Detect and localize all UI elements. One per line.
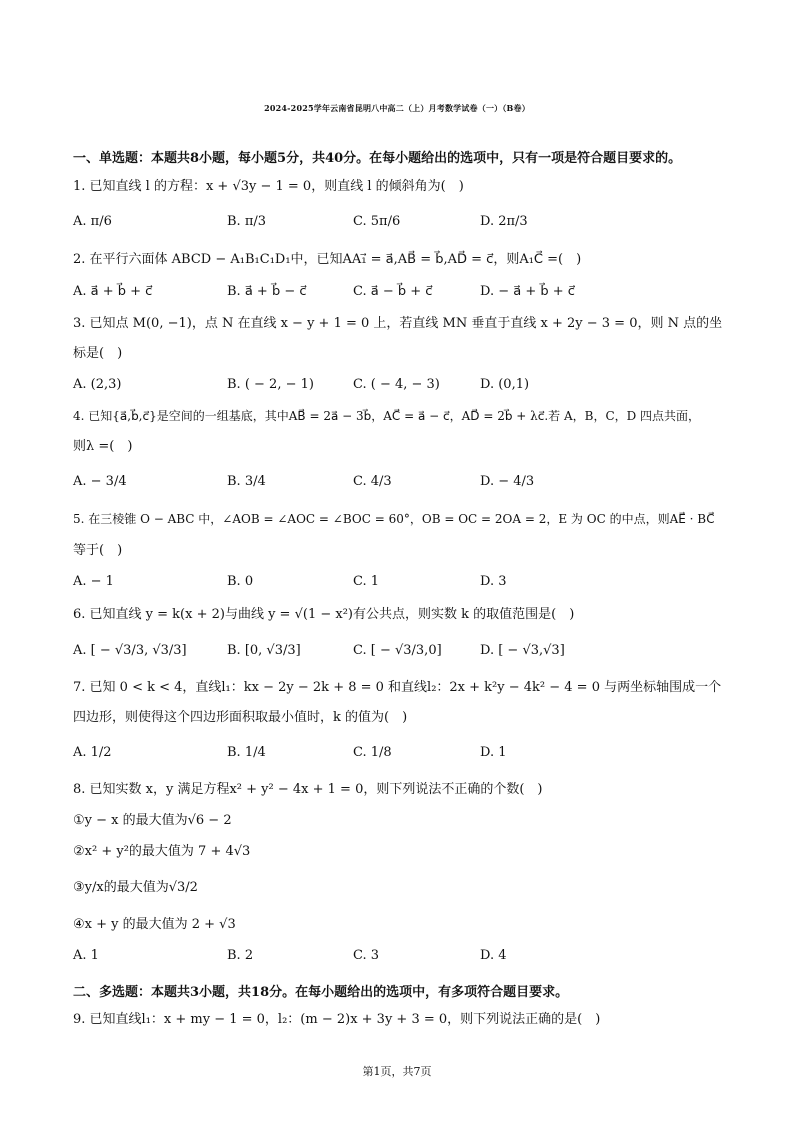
question-6: 6. 已知直线 y = k(x + 2)与曲线 y = √(1 − x²)有公共点，则实数 k 的取值范围是( ) — [73, 607, 575, 622]
option-a: A. π/6 — [73, 214, 112, 229]
section-heading-multiple-choice: 二、多选题：本题共3小题，共18分。在每小题给出的选项中，有多项符合题目要求。 — [73, 985, 569, 1000]
option-b: B. [0, √3/3] — [227, 643, 301, 658]
question-1-options — [73, 214, 733, 242]
option-c: C. [ − √3/3,0] — [353, 643, 442, 658]
statement-3: ③y/x的最大值为√3/2 — [73, 880, 198, 895]
question-5: 5. 在三棱锥 O − ABC 中，∠AOB = ∠AOC = ∠BOC = 60°，OB = OC = 2OA = 2，E 为 OC 的中点，则AE⃗ · BC⃗ — [73, 512, 715, 526]
question-8: 8. 已知实数 x，y 满足方程x² + y² − 4x + 1 = 0，则下列说法不正确的个数( ) — [73, 782, 543, 797]
page-number: 第1页，共7页 — [362, 1065, 432, 1078]
option-a: A. 1 — [73, 948, 99, 963]
question-1: 1. 已知直线 l 的方程：x + √3y − 1 = 0，则直线 l 的倾斜角为( ) — [73, 179, 464, 194]
question-9: 9. 已知直线l₁：x + my − 1 = 0，l₂：(m − 2)x + 3y + 3 = 0，则下列说法正确的是( ) — [73, 1012, 601, 1027]
option-d: D. 1 — [480, 745, 507, 760]
option-d: D. 2π/3 — [480, 214, 528, 229]
option-a: A. [ − √3/3, √3/3] — [73, 643, 187, 658]
statement-2: ②x² + y²的最大值为 7 + 4√3 — [73, 844, 251, 859]
question-7-continued: 四边形，则使得这个四边形面积取最小值时，k 的值为( ) — [73, 710, 408, 725]
question-3-continued: 标是( ) — [73, 346, 123, 361]
option-c: C. 1/8 — [353, 745, 392, 760]
question-4-options — [73, 474, 733, 502]
question-2-options — [73, 284, 733, 312]
statement-4: ④x + y 的最大值为 2 + √3 — [73, 917, 236, 932]
option-a: A. a⃗ + b⃗ + c⃗ — [73, 284, 153, 299]
option-d: D. [ − √3,√3] — [480, 643, 565, 658]
option-b: B. 1/4 — [227, 745, 266, 760]
option-b: B. 3/4 — [227, 474, 266, 489]
option-c: C. 5π/6 — [353, 214, 401, 229]
statement-1: ①y − x 的最大值为√6 − 2 — [73, 813, 232, 828]
option-a: A. (2,3) — [73, 377, 122, 392]
option-d: D. 3 — [480, 574, 507, 589]
option-d: D. − 4/3 — [480, 474, 535, 489]
option-b: B. π/3 — [227, 214, 267, 229]
option-a: A. 1/2 — [73, 745, 112, 760]
question-3: 3. 已知点 M(0, −1)，点 N 在直线 x − y + 1 = 0 上，若直线 MN 垂直于直线 x + 2y − 3 = 0，则 N 点的坐 — [73, 316, 723, 331]
option-c: C. ( − 4, − 3) — [353, 377, 440, 392]
option-c: C. 1 — [353, 574, 380, 589]
option-b: B. a⃗ + b⃗ − c⃗ — [227, 284, 307, 299]
option-c: C. a⃗ − b⃗ + c⃗ — [353, 284, 433, 299]
option-a: A. − 1 — [73, 574, 114, 589]
question-2: 2. 在平行六面体 ABCD − A₁B₁C₁D₁中，已知AA₁⃗ = a⃗,AB⃗ = b⃗,AD⃗ = c⃗，则A₁C⃗ =( ) — [73, 252, 582, 267]
option-b: B. 2 — [227, 948, 254, 963]
option-b: B. 0 — [227, 574, 254, 589]
question-8-options — [73, 948, 733, 976]
question-7: 7. 已知 0 < k < 4，直线l₁：kx − 2y − 2k + 8 = 0 和直线l₂：2x + k²y − 4k² − 4 = 0 与两坐标轴围成一个 — [73, 680, 722, 695]
page-title: 2024-2025学年云南省昆明八中高二（上）月考数学试卷（一）（B卷） — [264, 103, 530, 113]
question-4: 4. 已知{a⃗,b⃗,c⃗}是空间的一组基底，其中AB⃗ = 2a⃗ − 3b⃗，AC⃗ = a⃗ − c⃗，AD⃗ = 2b⃗ + λc⃗.若 A，B，C，D 四点共面， — [73, 409, 701, 423]
question-5-options — [73, 574, 733, 602]
option-a: A. − 3/4 — [73, 474, 127, 489]
question-3-options — [73, 377, 733, 405]
question-5-continued: 等于( ) — [73, 543, 123, 558]
option-d: D. − a⃗ + b⃗ + c⃗ — [480, 284, 575, 299]
option-c: C. 4/3 — [353, 474, 392, 489]
option-c: C. 3 — [353, 948, 380, 963]
question-6-options — [73, 643, 733, 671]
section-heading-single-choice: 一、单选题：本题共8小题，每小题5分，共40分。在每小题给出的选项中，只有一项是符合题目要求的。 — [73, 151, 682, 166]
option-d: D. 4 — [480, 948, 507, 963]
option-b: B. ( − 2, − 1) — [227, 377, 314, 392]
option-d: D. (0,1) — [480, 377, 530, 392]
question-7-options — [73, 745, 733, 773]
question-4-continued: 则λ =( ) — [73, 439, 133, 454]
